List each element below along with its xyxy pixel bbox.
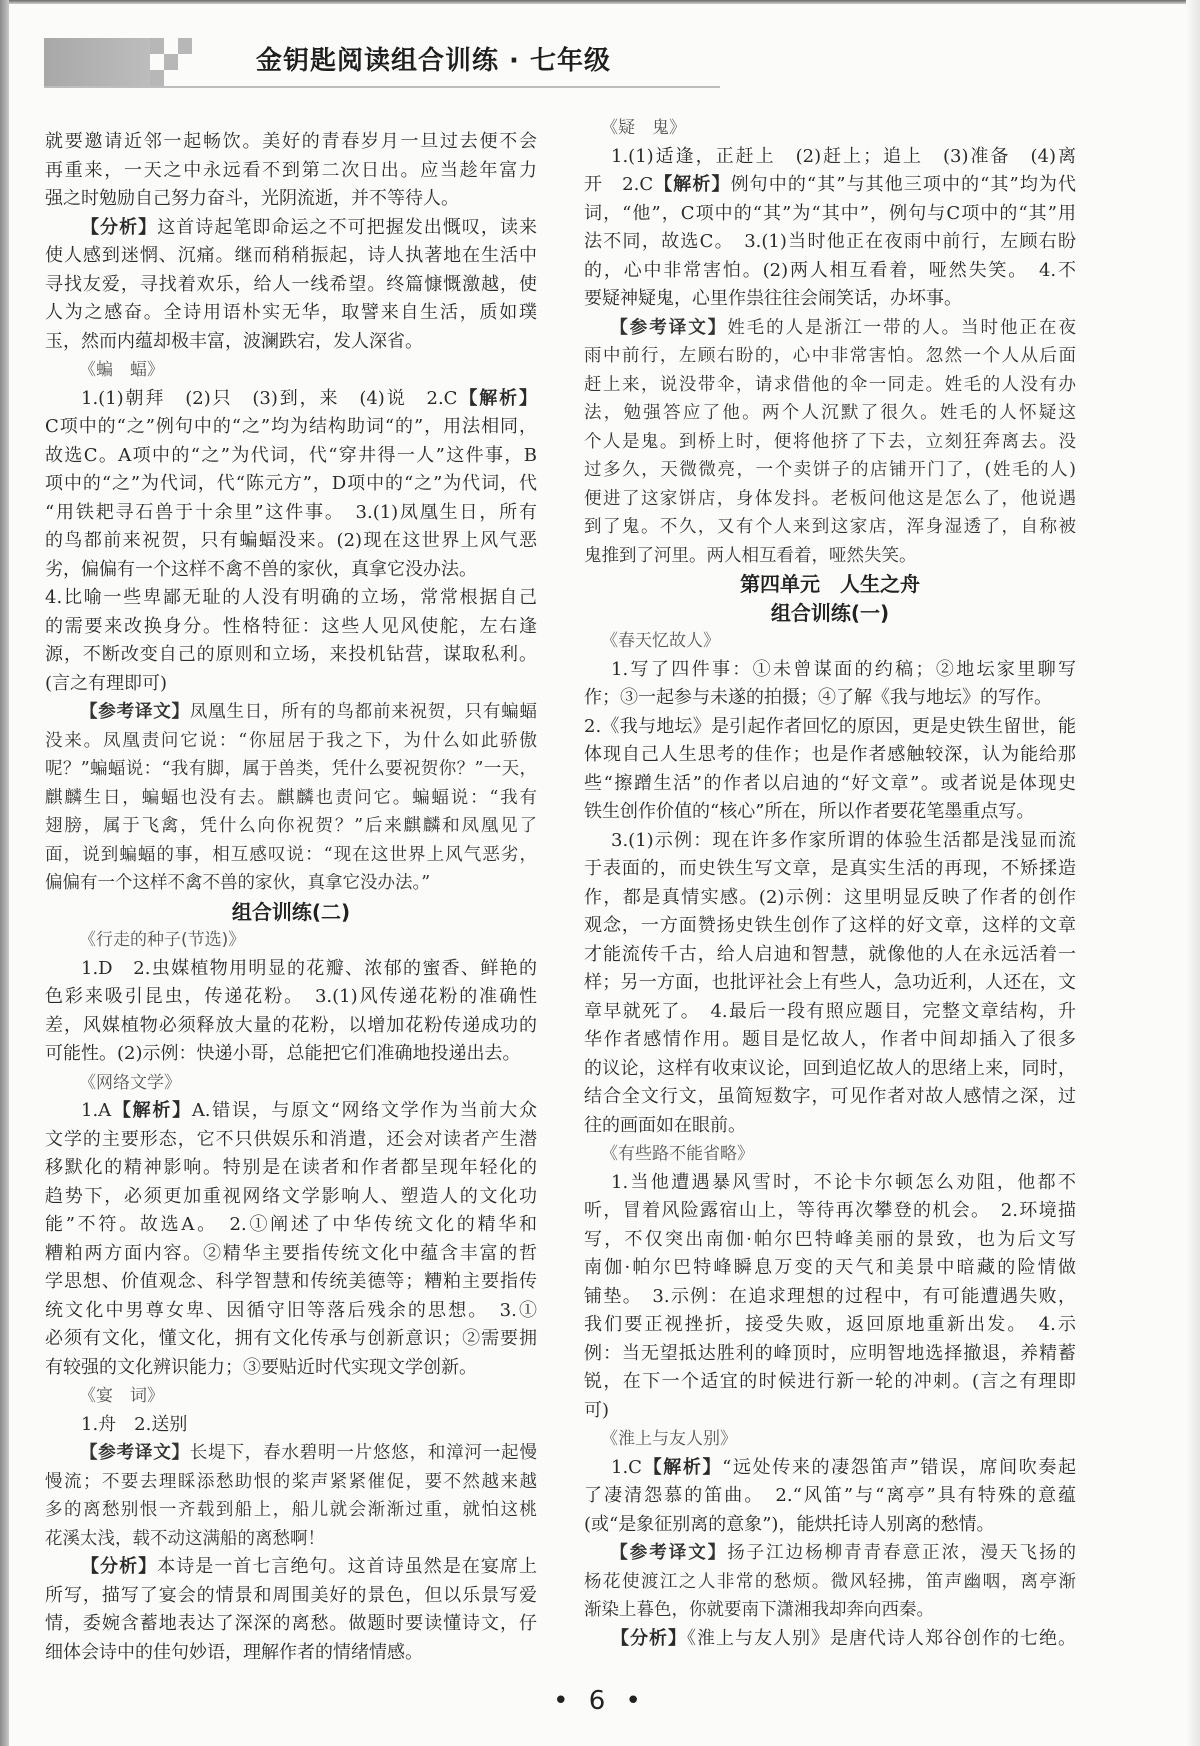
unit-heading: 第四单元 人生之舟 (740, 572, 920, 596)
text-line: 【分析】这首诗起笔即命运之不可把握发出慨叹，读来 (81, 216, 538, 238)
text-line: 糟粕两方面内容。②精华主要指传统文化中蕴含丰富的哲 (45, 1242, 537, 1264)
text-line: 人为之感奋。全诗用语朴实无华，取譬来自生活，质如璞 (45, 302, 537, 323)
answer-paragraph (584, 1454, 1076, 1540)
text-line: 便进了这家饼店，身体发抖。老板问他这是怎么了，他说遇 (584, 488, 1076, 509)
passage-title: 《淮上与友人别》 (601, 1429, 737, 1449)
text-line: 些“擦蹭生活”的作者以启迪的“好文章”。或者说是体现史 (584, 772, 1076, 794)
section-heading: 组合训练(二) (231, 899, 351, 924)
answer-marker: 【参考译文】 (80, 1443, 190, 1463)
text-line: 到了鬼。不久，又有个人来到这家店，浑身湿透了，自称被 (584, 517, 1076, 537)
text-line: 多的离愁别恨一齐载到船上，船儿就会渐渐过重，就怕这桃 (45, 1500, 537, 1520)
text-line: 统文化中男尊女卑、因循守旧等落后残余的思想。 3.① (45, 1299, 537, 1321)
text-line: 的需要来改换身分。性格特征：这些人见风使舵，左右逢 (45, 615, 537, 637)
translation-paragraph (584, 314, 1076, 571)
text-line: 寻找友爱，寻找着欢乐，给人一线希望。终篇慷慨激越，使 (45, 273, 537, 295)
text-line: 1.(1)朝拜 (2)只 (3)到，来 (4)说 2.C【解析】 (81, 387, 538, 409)
text-line: 【分析】《淮上与友人别》是唐代诗人郑谷创作的七绝。 (611, 1627, 1076, 1649)
passage-title: 《蝙 蝠》 (79, 360, 164, 380)
text-line: 2.《我与地坛》是引起作者回忆的原因，更是史铁生留世，能 (584, 715, 1076, 737)
text-line: 章早就死了。 4.最后一段有照应题目，完整文章结构，升 (584, 1000, 1076, 1022)
text-line: 所写，描写了宴会的情景和周围美好的景色，但以乐景写爱 (45, 1584, 537, 1606)
answer-paragraph (584, 143, 1076, 314)
text-line: “用铁耙寻石兽于十余里”这件事。 3.(1)凤凰生日，所有 (45, 501, 537, 523)
scan-edge-right (1186, 0, 1200, 1746)
text-line: 赶上来，说没带伞，请求借他的伞一同走。姓毛的人没有办 (584, 374, 1076, 395)
text-line: 慢流；不要去理睬添愁助恨的桨声紧紧催促，要不然越来越 (45, 1471, 537, 1492)
header-decor-square (150, 70, 164, 86)
text-line: 色彩来吸引昆虫，传递花粉。 3.(1)风传递花粉的准确性 (45, 986, 537, 1007)
text-line: 法不同，故选C。 3.(1)当时他正在夜雨中前行，左顾右盼 (584, 231, 1076, 252)
answer-paragraph (45, 128, 537, 214)
text-line: 【参考译文】姓毛的人是浙江一带的人。当时他正在夜 (610, 317, 1077, 338)
translation-paragraph (45, 1439, 537, 1553)
answer-paragraph (584, 827, 1076, 1141)
passage-title: 《有些路不能省略》 (601, 1144, 754, 1164)
translation-paragraph (45, 698, 537, 898)
text-line: 往的画面如在眼前。 (584, 1114, 746, 1136)
left-column (45, 128, 537, 1667)
passage-title: 《宴 词》 (79, 1386, 164, 1406)
text-line: 雨中前行，左顾右盼的，心中非常害怕。忽然一个人从后面 (584, 346, 1076, 366)
text-line: 法，勉强答应了他。两个人沉默了很久。姓毛的人怀疑这 (584, 403, 1076, 423)
text-line: 渐染上暮色，你就要南下潇湘我却奔向西秦。 (584, 1600, 934, 1620)
passage-title: 《行走的种子(节选)》 (79, 930, 246, 950)
text-line: 偏偏有一个这样不禽不兽的家伙，真拿它没办法。” (45, 873, 431, 893)
text-line: 华作者感情作用。题目是忆故人，作者中间却插入了很多 (584, 1029, 1076, 1050)
book-title: 金钥匙阅读组合训练 · 七年级 (256, 46, 611, 76)
text-line: 【分析】本诗是一首七言绝句。这首诗虽然是在宴席上 (81, 1556, 538, 1577)
text-line: 1.(1)适逢，正赶上 (2)赶上；追上 (3)准备 (4)离 (611, 145, 1076, 167)
answer-paragraph (584, 1625, 1076, 1654)
text-line: 能”不符。故选A。 2.①阐述了中华传统文化的精华和 (45, 1214, 537, 1235)
answer-marker: 【参考译文】 (610, 317, 728, 338)
text-line: 铺垫。 3.示例：在追求理想的过程中，有可能遭遇失败， (584, 1285, 1076, 1307)
text-line: 【参考译文】扬子江边杨柳青青春意正浓，漫天飞扬的 (610, 1543, 1077, 1563)
text-line: 结合全文行文，虽简短数字，可见作者对故人感情之深，过 (584, 1086, 1076, 1107)
text-line: 体现自己人生思考的佳作；也是作者感触较深，认为能给那 (584, 744, 1076, 765)
header-decor-square (150, 38, 164, 54)
text-line: 趋势下，必须更加重视网络文学影响人、塑造人的文化功 (45, 1185, 537, 1207)
text-line: 【参考译文】长堤下，春水碧明一片悠悠，和漳河一起慢 (80, 1443, 537, 1463)
answer-marker: 【解析】 (457, 387, 538, 409)
answer-paragraph (45, 1097, 537, 1382)
answer-paragraph (45, 1553, 537, 1667)
text-line: 的鸟都前来祝贺，只有蝙蝠没来。(2)现在这世界上风气恶 (45, 530, 537, 551)
text-line: 文学的主要形态，它不只供娱乐和消遣，还会对读者产生潜 (45, 1128, 537, 1150)
text-line: 观念，一方面赞扬史铁生创作了这样的好文章，这样的文章 (584, 915, 1076, 936)
answer-marker: 【分析】 (81, 216, 158, 238)
text-line: 强之时勉励自己努力奋斗，光阴流逝，并不等待人。 (45, 188, 459, 209)
text-line: 个人是鬼。到桥上时，便将他挤了下去，立刻狂奔离去。没 (584, 431, 1076, 452)
text-line: 写，不仅突出南伽·帕尔巴特峰美丽的景致，也为后文写 (584, 1228, 1076, 1250)
text-line: 面，说到蝙蝠的事，相互感叹说：“现在这世界上风气恶劣， (45, 844, 537, 865)
right-column (584, 114, 1076, 1653)
text-line: 开 2.C【解析】例句中的“其”与其他三项中的“其”均为代 (584, 174, 1077, 195)
text-line: 项中的“之”为代词，代“陈元方”，D项中的“之”为代词，代 (45, 473, 537, 494)
text-line: 词，“他”，C项中的“其”为“其中”，例句与C项中的“其”用 (584, 202, 1076, 224)
answer-marker: 【参考译文】 (610, 1543, 728, 1563)
text-line: 有较强的文化辨识能力；③要贴近时代实现文学创新。 (45, 1356, 477, 1378)
answer-paragraph (45, 385, 537, 585)
text-line: 玉，然而内蕴却极丰富，波澜跌宕，发人深省。 (45, 330, 423, 352)
text-line: 花溪太浅，载不动这满船的离愁啊！ (45, 1528, 325, 1549)
answer-paragraph (45, 955, 537, 1069)
text-line: 呢？”蝙蝠说：“我有脚，属于兽类，凭什么要祝贺你？”一天， (45, 759, 537, 779)
text-line: 就要邀请近邻一起畅饮。美好的青春岁月一旦过去便不会 (45, 131, 537, 152)
text-line: 学思想、价值观念、科学智慧和传统美德等；糟粕主要指传 (45, 1271, 537, 1292)
text-line: 3.(1)示例：现在许多作家所谓的体验生活都是浅显而流 (611, 829, 1076, 851)
text-line: 差，风媒植物必须释放大量的花粉，以增加花粉传递成功的 (45, 1014, 537, 1036)
answer-paragraph (584, 656, 1076, 713)
answer-paragraph (45, 1411, 537, 1440)
answer-marker: 【解析】 (111, 1100, 192, 1121)
text-line: (或“是象征别离的意象”)，能烘托诗人别离的愁情。 (584, 1513, 995, 1535)
text-line: 细体会诗中的佳句妙语，理解作者的情绪情感。 (45, 1641, 423, 1663)
section-heading: 组合训练(一) (770, 600, 890, 625)
header-decor-block (44, 38, 150, 86)
text-line: 可能性。(2)示例：快递小哥，总能把它们准确地投递出去。 (45, 1043, 521, 1064)
text-line: 移默化的精神影响。特别是在读者和作者都呈现年轻化的 (45, 1157, 537, 1178)
text-line: 翅膀，属于飞禽，凭什么向你祝贺？”后来麒麟和凤凰见了 (45, 816, 537, 836)
text-line: (言之有理即可) (45, 672, 168, 694)
header-decor-square (178, 38, 192, 54)
text-line: 作；③一起参与未遂的拍摄；④了解《我与地坛》的写作。 (584, 687, 1052, 708)
text-line: 我们要正视挫折，接受失败，返回原地重新出发。 4.示 (584, 1314, 1076, 1335)
text-line: 1.C【解析】“远处传来的凄怨笛声”错误，席间吹奏起 (611, 1456, 1077, 1478)
text-line: 铁生创作价值的“核心”所在，所以作者要花笔墨重点写。 (584, 801, 1035, 822)
text-line: C项中的“之”例句中的“之”均为结构助词“的”，用法相同， (45, 416, 537, 437)
text-line: 4.比喻一些卑鄙无耻的人没有明确的立场，常常根据自己 (45, 587, 537, 608)
answer-paragraph (45, 214, 537, 357)
text-line: 例：当无望抵达胜利的峰顶时，应明智地选择撤退，养精蓄 (584, 1342, 1076, 1364)
header-rule (44, 86, 720, 88)
text-line: 要疑神疑鬼，心里作祟往往会闹笑话，办坏事。 (584, 288, 962, 309)
text-line: 使人感到迷惘、沉痛。继而稍稍振起，诗人执著地在生活中 (45, 245, 537, 266)
text-line: 杨花使渡江之人非常的愁烦。微风轻拂，笛声幽咽，离亭渐 (584, 1571, 1076, 1592)
text-line: 劣，偏偏有一个这样不禽不兽的家伙，真拿它没办法。 (45, 558, 477, 580)
scan-edge-left (0, 0, 9, 1746)
text-line: 1.舟 2.送别 (81, 1413, 188, 1435)
text-line: 可) (584, 1399, 610, 1421)
answer-marker: 【解析】 (641, 1456, 723, 1478)
passage-title: 《春天忆故人》 (601, 631, 720, 651)
passage-title: 《疑 鬼》 (601, 118, 686, 138)
text-line: 的议论，这样有收束议论，回到追忆故人的思绪上来，同时， (584, 1057, 1076, 1079)
text-line: 1.当他遭遇暴风雪时，不论卡尔顿怎么劝阻，他都不 (611, 1171, 1076, 1193)
answer-marker: 【解析】 (653, 174, 731, 195)
text-line: 再重来，一天之中永远看不到第二次日出。应当趁年富力 (45, 159, 537, 181)
text-line: 于表面的，而史铁生写文章，是真实生活的再现，不矫揉造 (584, 858, 1076, 879)
text-line: 源，不断改变自己的原则和立场，来投机钻营，谋取私利。 (45, 644, 537, 665)
text-line: 了凄清怨慕的笛曲。 2.“风笛”与“离亭”具有特殊的意蕴 (584, 1485, 1076, 1506)
text-line: 才能流传千古，给人启迪和智慧，就像他的人在永远活着一 (584, 943, 1076, 965)
answer-paragraph (584, 713, 1076, 827)
text-line: 听，冒着风险露宿山上，等待再次攀登的机会。 2.环境描 (584, 1200, 1076, 1221)
passage-title: 《网络文学》 (79, 1072, 181, 1093)
text-line: 1.D 2.虫媒植物用明显的花瓣、浓郁的蜜香、鲜艳的 (81, 957, 537, 979)
answer-marker: 【参考译文】 (80, 702, 190, 722)
scan-edge-top (0, 0, 1200, 4)
text-line: 故选C。A项中的“之”为代词，代“穿井得一人”这件事，B (45, 444, 537, 466)
answer-marker: 【分析】 (81, 1556, 158, 1577)
page-number: • 6 • (553, 1686, 647, 1716)
answer-marker: 【分析】 (611, 1627, 687, 1649)
answer-paragraph (45, 584, 537, 698)
text-line: 麒麟生日，蝙蝠也没有去。麒麟也责问它。蝙蝠说：“我有 (45, 787, 537, 808)
header-decor-square (164, 54, 178, 70)
text-line: 1.A【解析】A.错误，与原文“网络文学作为当前大众 (81, 1100, 538, 1121)
text-line: 锐，在下一个适宜的时候进行新一轮的冲刺。(言之有理即 (584, 1371, 1076, 1392)
text-line: 作，都是真情实感。(2)示例：这里明显反映了作者的创作 (584, 886, 1076, 908)
text-line: 南伽·帕尔巴特峰瞬息万变的天气和美景中暗藏的险情做 (584, 1257, 1076, 1278)
text-line: 样；另一方面，也批评社会上有些人，急功近利，人还在，文 (584, 972, 1076, 993)
text-line: 过多久，天微微亮，一个卖饼子的店铺开门了，(姓毛的人) (584, 460, 1076, 480)
text-line: 【参考译文】凤凰生日，所有的鸟都前来祝贺，只有蝙蝠 (80, 702, 537, 722)
answer-paragraph (584, 1169, 1076, 1426)
translation-paragraph (584, 1539, 1076, 1625)
text-line: 的，心中非常害怕。(2)两人相互看着，哑然失笑。 4.不 (584, 259, 1076, 281)
text-line: 鬼推到了河里。两人相互看着，哑然失笑。 (584, 545, 917, 566)
text-line: 没来。凤凰责问它说：“你屈居于我之下，为什么如此骄傲 (45, 730, 537, 751)
text-line: 情，委婉含蓄地表达了深深的离愁。做题时要读懂诗文，仔 (45, 1613, 537, 1634)
text-line: 必须有文化，懂文化，拥有文化传承与创新意识；②需要拥 (45, 1328, 537, 1349)
text-line: 1.写了四件事：①未曾谋面的约稿；②地坛家里聊写 (611, 658, 1076, 680)
